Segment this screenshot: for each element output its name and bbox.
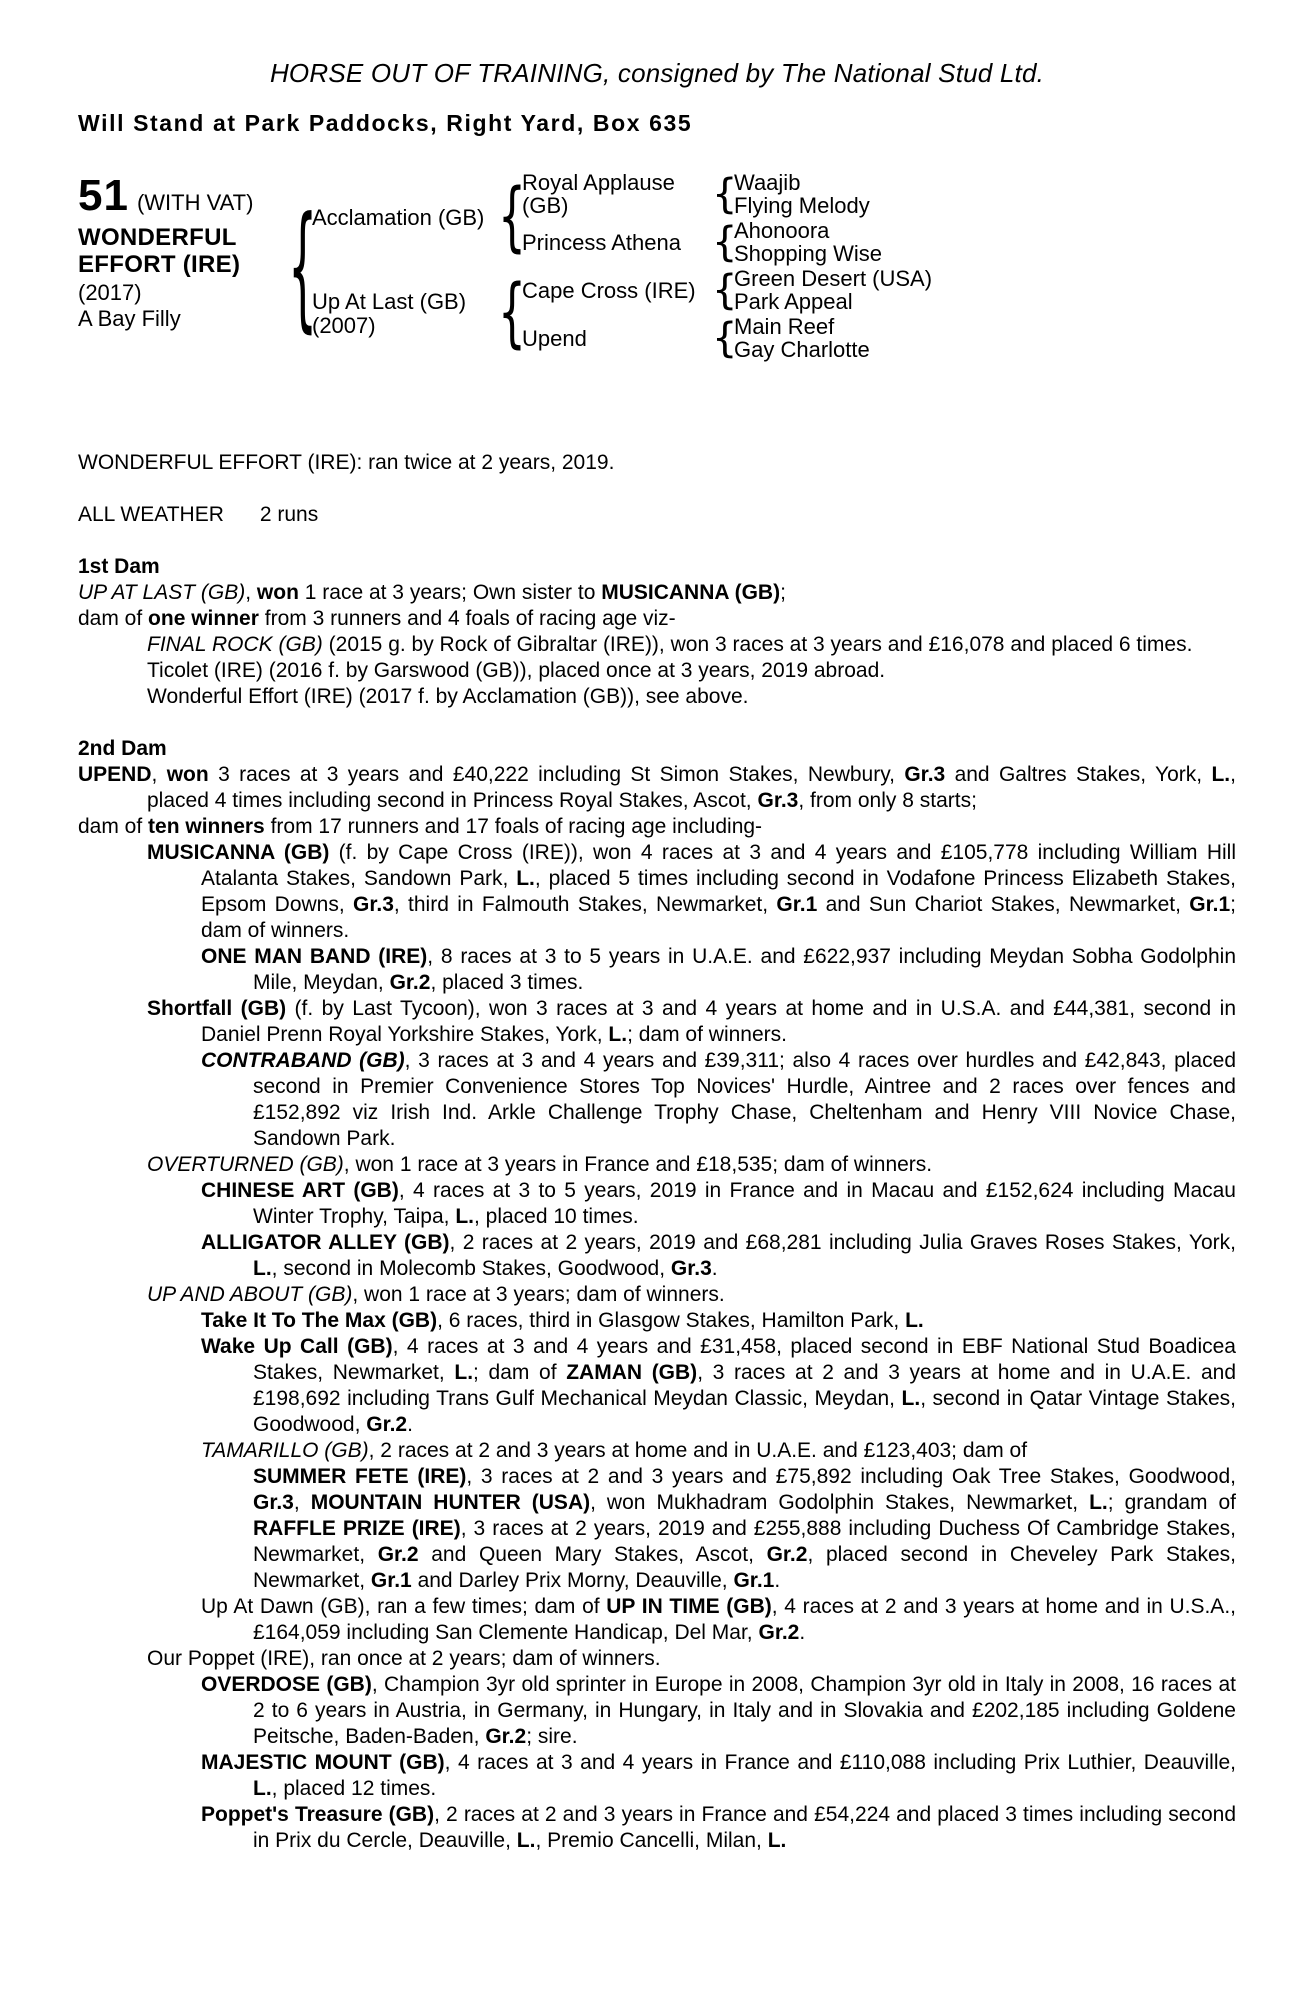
text-segment: , second in Qatar Vintage Stakes, Goodwood, [253, 1387, 1236, 1436]
pedigree-dam-sire-dam: Park Appeal [734, 289, 853, 314]
text-segment: L. [1211, 763, 1231, 786]
consignment-header: HORSE OUT OF TRAINING, consigned by The National Stud Ltd. [269, 58, 1045, 88]
lot-info [78, 170, 288, 362]
text-segment: , 2 races at 2 and 3 years in France and £54,224 and placed 3 times including second in Prix du Cercle, Deauville, [253, 1803, 1236, 1852]
catalog-paragraph [78, 840, 1236, 944]
text-segment: Gr.1 [776, 893, 818, 916]
text-segment: dam of [78, 815, 149, 838]
text-segment: ONE MAN BAND (IRE) [201, 945, 428, 968]
text-segment: Poppet's Treasure (GB) [201, 1803, 435, 1826]
text-segment: Gr.3 [757, 789, 799, 812]
text-segment: ALL WEATHER [78, 503, 224, 526]
pedigree-brace-small: { [712, 266, 738, 314]
horse-foaling-year: (2017) [78, 280, 142, 305]
text-segment: dam of [78, 607, 149, 630]
pedigree-generations [312, 170, 1236, 362]
text-segment: Gr.3 [670, 1257, 712, 1280]
text-segment: MOUNTAIN HUNTER (USA) [310, 1491, 591, 1514]
pedigree-brace-dam: { [498, 269, 526, 357]
text-segment: , [151, 763, 167, 786]
catalog-paragraph [78, 580, 1236, 606]
pedigree-sire-sire: Royal Applause (GB) [522, 170, 675, 218]
text-segment: UP IN TIME (GB) [606, 1595, 772, 1618]
text-segment: L. [1089, 1491, 1108, 1514]
catalog-paragraph [78, 1230, 1236, 1282]
text-segment: Gr.2 [758, 1621, 800, 1644]
pedigree-dam-name: Up At Last (GB) [312, 289, 467, 314]
text-segment: ; sire. [526, 1725, 578, 1748]
text-segment: MAJESTIC MOUNT (GB) [201, 1751, 445, 1774]
catalog-paragraph [78, 1672, 1236, 1750]
text-segment: 2 runs [259, 503, 319, 526]
catalog-paragraph [78, 1334, 1236, 1438]
pedigree-dam-sire-sire: Green Desert (USA) [734, 266, 933, 291]
catalog-paragraph [78, 1048, 1236, 1152]
text-segment: ten winners [148, 815, 265, 838]
text-segment: UP AT LAST (GB) [78, 581, 246, 604]
catalog-paragraph [78, 944, 1236, 996]
text-segment: Gr.2 [485, 1725, 527, 1748]
text-segment: Our Poppet (IRE), ran once at 2 years; dam of winners. [147, 1647, 661, 1670]
catalog-paragraph [78, 1750, 1236, 1802]
text-segment: , placed second in Cheveley Park Stakes, Newmarket, [253, 1543, 1237, 1592]
pedigree-brace-small: { [712, 170, 738, 218]
text-segment: WONDERFUL EFFORT (IRE): ran twice at 2 years, 2019. [78, 451, 615, 474]
text-segment: Gr.2 [366, 1413, 408, 1436]
text-segment: , 4 races at 3 and 4 years in France and £110,088 including Prix Luthier, Deauville, [444, 1751, 1237, 1774]
text-segment: ; dam of [473, 1361, 567, 1384]
text-segment: Take It To The Max (GB) [201, 1309, 438, 1332]
pedigree-sire-dam: Princess Athena [522, 229, 681, 255]
catalog-paragraph [78, 606, 1236, 632]
text-segment: ALLIGATOR ALLEY (GB) [201, 1231, 450, 1254]
text-segment: , placed 10 times. [473, 1205, 639, 1228]
text-segment: and Galtres Stakes, York, [945, 763, 1212, 786]
text-segment: , [245, 581, 257, 604]
pedigree-dam-dam: Upend [522, 325, 587, 351]
text-segment: L. [901, 1387, 921, 1410]
text-segment: Gr.2 [377, 1543, 419, 1566]
text-segment: , won 1 race at 3 years in France and £18,535; dam of winners. [343, 1153, 933, 1176]
text-segment: , won 1 race at 3 years; dam of winners. [352, 1283, 725, 1306]
text-segment: and Darley Prix Morny, Deauville, [411, 1569, 734, 1592]
text-segment: Wake Up Call (GB) [201, 1335, 393, 1358]
text-segment: , 4 races at 3 to 5 years, 2019 in France and in Macau and £152,624 including Macau Winter Trophy, Taipa, [253, 1179, 1236, 1228]
text-segment: Up At Dawn (GB), ran a few times; dam of [201, 1595, 607, 1618]
pedigree-table [78, 170, 1236, 362]
text-segment: , placed 12 times. [271, 1777, 437, 1800]
text-segment: and Sun Chariot Stakes, Newmarket, [817, 893, 1190, 916]
text-segment: UP AND ABOUT (GB) [147, 1283, 353, 1306]
text-segment: , 3 races at 2 and 3 years and £75,892 including Oak Tree Stakes, Goodwood, [466, 1465, 1236, 1488]
pedigree-dam-year: (2007) [312, 313, 376, 338]
text-segment: Gr.1 [1189, 893, 1231, 916]
text-segment: L. [253, 1777, 272, 1800]
catalog-paragraph [78, 1178, 1236, 1230]
text-segment: , placed 5 times including second in Vodafone Princess Elizabeth Stakes, Epsom Downs, [201, 867, 1237, 916]
text-segment: TAMARILLO (GB) [201, 1439, 369, 1462]
text-segment: L. [516, 1829, 536, 1852]
text-segment: ZAMAN (GB) [566, 1361, 698, 1384]
text-segment: from 17 runners and 17 foals of racing age including- [264, 815, 763, 838]
pedigree-brace-small: { [712, 314, 738, 362]
catalog-paragraph [78, 1152, 1236, 1178]
text-segment: , third in Falmouth Stakes, Newmarket, [393, 893, 777, 916]
text-segment: , 2 races at 2 and 3 years at home and in U.A.E. and £123,403; dam of [368, 1439, 1028, 1462]
text-segment: , 8 races at 3 to 5 years in U.A.E. and £622,937 including Meydan Sobha Godolphin Mile, Meydan, [253, 945, 1237, 994]
catalog-paragraph [78, 1594, 1236, 1646]
horse-name: WONDERFUL EFFORT (IRE) [78, 224, 241, 278]
catalog-text [78, 450, 1236, 1854]
text-segment: won [256, 581, 299, 604]
pedigree-sire-dam-dam: Shopping Wise [734, 241, 882, 266]
text-segment: L. [516, 867, 535, 890]
text-segment: L. [454, 1361, 474, 1384]
text-segment: MUSICANNA (GB) [601, 581, 781, 604]
text-segment: one winner [148, 607, 259, 630]
catalog-paragraph [78, 658, 1236, 684]
text-segment: OVERDOSE (GB) [201, 1673, 372, 1696]
text-segment: RAFFLE PRIZE (IRE) [253, 1517, 461, 1540]
text-segment: Gr.3 [904, 763, 946, 786]
catalog-paragraph [78, 684, 1236, 710]
catalog-paragraph [78, 1438, 1236, 1464]
pedigree-row-dam-sire [522, 266, 1236, 314]
lot-number: 51 [78, 171, 129, 220]
text-segment: L. [455, 1205, 474, 1228]
text-segment: L. [253, 1257, 272, 1280]
catalog-paragraph [78, 814, 1236, 840]
second-dam-heading [78, 736, 1236, 762]
text-segment: Gr.2 [389, 971, 431, 994]
catalog-paragraph [78, 1802, 1236, 1854]
surface-summary-line [78, 502, 1236, 528]
pedigree-dam-half [312, 266, 1236, 362]
text-segment: . [711, 1257, 718, 1280]
text-segment: won [166, 763, 209, 786]
text-segment: . [407, 1413, 413, 1436]
race-record-line [78, 450, 1236, 476]
stand-location: Will Stand at Park Paddocks, Right Yard, Box 635 [78, 110, 693, 136]
lot-vat-note: (WITH VAT) [136, 190, 254, 215]
pedigree-row-dam-dam [522, 314, 1236, 362]
text-segment: MUSICANNA (GB) [147, 841, 330, 864]
catalog-paragraph [78, 996, 1236, 1048]
text-segment: , 3 races at 2 years, 2019 and £255,888 including Duchess Of Cambridge Stakes, Newmarket, [253, 1517, 1236, 1566]
pedigree-brace-main: { [288, 186, 318, 346]
text-segment: L. [905, 1309, 924, 1332]
pedigree-sire-sire-sire: Waajib [734, 170, 801, 195]
text-segment: . [774, 1569, 781, 1592]
text-segment: from 3 runners and 4 foals of racing age viz- [258, 607, 676, 630]
text-segment: 3 races at 3 years and £40,222 including St Simon Stakes, Newbury, [208, 763, 905, 786]
text-segment: , second in Molecomb Stakes, Goodwood, [271, 1257, 671, 1280]
text-segment: Ticolet (IRE) (2016 f. by Garswood (GB)), placed once at 3 years, 2019 abroad. [147, 659, 886, 682]
text-segment: (f. by Last Tycoon), won 3 races at 3 and 4 years at home and in U.S.A. and £44,381, second in Daniel Prenn Royal Yorkshire Stakes, York, [201, 997, 1236, 1046]
text-segment: , won Mukhadram Godolphin Stakes, Newmarket, [590, 1491, 1090, 1514]
text-segment: , Premio Cancelli, Milan, [535, 1829, 768, 1852]
pedigree-dam [312, 266, 498, 362]
text-segment: (2015 g. by Rock of Gibraltar (IRE)), won 3 races at 3 years and £16,078 and placed 6 times. [322, 633, 1193, 656]
text-segment: 2nd Dam [78, 737, 167, 760]
pedigree-sire [312, 170, 498, 266]
text-segment: . [799, 1621, 806, 1644]
text-segment: Wonderful Effort (IRE) (2017 f. by Acclamation (GB)), see above. [147, 685, 749, 708]
catalog-paragraph [78, 1282, 1236, 1308]
text-segment: , 4 races at 3 and 4 years and £31,458, placed second in EBF National Stud Boadicea Stakes, Newmarket, [253, 1335, 1236, 1384]
text-segment: Gr.3 [353, 893, 394, 916]
pedigree-sire-dam-sire: Ahonoora [734, 218, 830, 243]
pedigree-sire-half [312, 170, 1236, 266]
text-segment: ; dam of winners. [201, 893, 1237, 942]
text-segment: UPEND [78, 763, 152, 786]
pedigree-dam-dam-sire: Main Reef [734, 314, 835, 339]
text-segment: , from only 8 starts; [798, 789, 977, 812]
text-segment: , 2 races at 2 years, 2019 and £68,281 including Julia Graves Roses Stakes, York, [449, 1231, 1236, 1254]
text-segment: L. [608, 1023, 628, 1046]
text-segment: and Queen Mary Stakes, Ascot, [418, 1543, 767, 1566]
pedigree-dam-sire: Cape Cross (IRE) [522, 277, 696, 303]
text-segment: ; dam of winners. [627, 1023, 787, 1046]
catalog-paragraph [78, 1464, 1236, 1594]
text-segment: 1st Dam [78, 555, 160, 578]
catalog-paragraph [78, 762, 1236, 814]
text-segment: FINAL ROCK (GB) [147, 633, 323, 656]
text-segment: 1 race at 3 years; Own sister to [298, 581, 602, 604]
horse-description: A Bay Filly [78, 306, 181, 331]
text-segment: Gr.1 [733, 1569, 775, 1592]
text-segment: , Champion 3yr old sprinter in Europe in 2008, Champion 3yr old in Italy in 2008, 16 races at 2 to 6 years in Austria, in Germany, in Hungary, in Italy and in Slovakia and £202,185 including Goldene Peitsche, Baden-Baden, [253, 1673, 1236, 1748]
text-segment: Gr.1 [370, 1569, 412, 1592]
text-segment: L. [767, 1829, 787, 1852]
pedigree-sire-sire-dam: Flying Melody [734, 193, 870, 218]
catalog-paragraph [78, 632, 1236, 658]
text-segment: ; grandam of [1107, 1491, 1236, 1514]
text-segment: CHINESE ART (GB) [201, 1179, 399, 1202]
text-segment: Gr.2 [766, 1543, 808, 1566]
text-segment: , 6 races, third in Glasgow Stakes, Hamilton Park, [437, 1309, 906, 1332]
pedigree-brace-small: { [712, 218, 738, 266]
text-segment: , [293, 1491, 311, 1514]
text-segment: , placed 3 times. [430, 971, 584, 994]
text-segment: , 3 races at 2 and 3 years at home and in U.A.E. and £198,692 including Trans Gulf Mechanical Meydan Classic, Meydan, [253, 1361, 1236, 1410]
text-segment: OVERTURNED (GB) [147, 1153, 344, 1176]
text-segment: ; [780, 581, 786, 604]
pedigree-row-sire-sire [522, 170, 1236, 218]
catalog-paragraph [78, 1646, 1236, 1672]
pedigree-dam-dam-dam: Gay Charlotte [734, 337, 870, 362]
text-segment: Shortfall (GB) [147, 997, 287, 1020]
text-segment: , 4 races at 2 and 3 years at home and in U.S.A., £164,059 including San Clemente Handicap, Del Mar, [253, 1595, 1236, 1644]
text-segment: , 3 races at 3 and 4 years and £39,311; also 4 races over hurdles and £42,843, placed second in Premier Convenience Stores Top Novices' Hurdle, Aintree and 2 races over fences and £152,892 viz Irish Ind. Arkle Challenge Trophy Chase, Cheltenham and Henry VIII Novice Chase, Sandown Park. [253, 1049, 1236, 1150]
pedigree-sire-name: Acclamation (GB) [312, 205, 485, 230]
catalog-paragraph [78, 1308, 1236, 1334]
text-segment: (f. by Cape Cross (IRE)), won 4 races at 3 and 4 years and £105,778 including William Hill Atalanta Stakes, Sandown Park, [201, 841, 1236, 890]
text-segment: CONTRABAND (GB) [201, 1049, 405, 1072]
text-segment: , placed 4 times including second in Princess Royal Stakes, Ascot, [147, 763, 1236, 812]
first-dam-heading [78, 554, 1236, 580]
pedigree-brace-sire: { [498, 173, 526, 261]
text-segment: Gr.3 [253, 1491, 294, 1514]
pedigree-row-sire-dam [522, 218, 1236, 266]
text-segment: SUMMER FETE (IRE) [253, 1465, 467, 1488]
